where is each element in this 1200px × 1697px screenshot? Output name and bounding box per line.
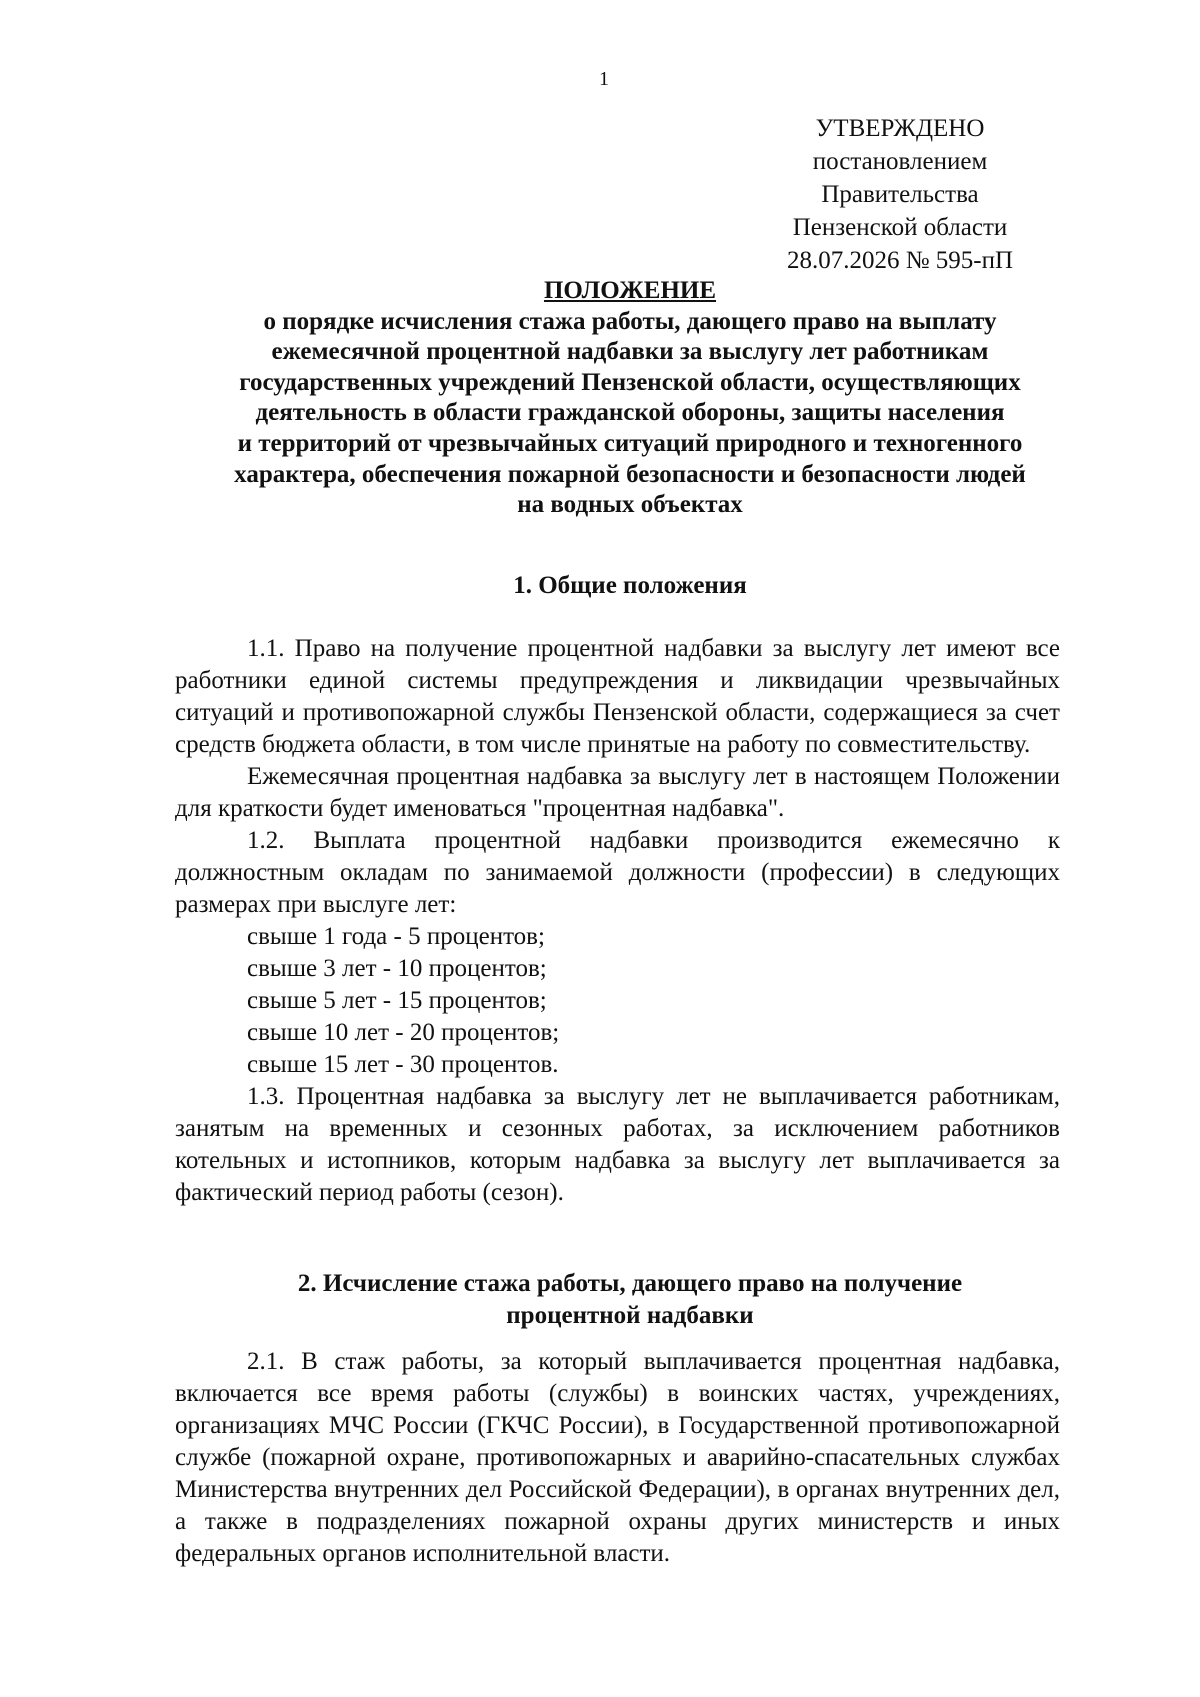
paragraph-1-2: 1.2. Выплата процентной надбавки производится ежемесячно к должностным окладам по занимаемой должности (профессии) в следующих размерах при выслуге лет: xyxy=(175,827,1060,918)
page-number: 1 xyxy=(599,68,609,90)
rate-item: свыше 10 лет - 20 процентов; xyxy=(247,1019,560,1046)
section-1-body xyxy=(175,633,1060,1209)
section-2-heading-line: процентной надбавки xyxy=(506,1302,754,1329)
approval-resolution: постановлением Правительства xyxy=(812,148,988,208)
title-line: о порядке исчисления стажа работы, дающего право на выплату xyxy=(263,307,997,335)
title-line: ежемесячной процентной надбавки за выслугу лет работникам xyxy=(271,338,989,366)
paragraph-1-1-note: Ежемесячная процентная надбавка за выслугу лет в настоящем Положении для краткости будет именоваться "процентная надбавка". xyxy=(175,763,1060,822)
rate-item: свыше 15 лет - 30 процентов. xyxy=(247,1051,559,1078)
title-line: государственных учреждений Пензенской области, осуществляющих xyxy=(239,368,1021,396)
rate-item: свыше 1 года - 5 процентов; xyxy=(247,923,545,950)
approval-status: УТВЕРЖДЕНО xyxy=(815,115,985,142)
paragraph-1-3: 1.3. Процентная надбавка за выслугу лет не выплачивается работникам, занятым на временных и сезонных работах, за исключением работников котельных и истопников, которым надбавка за выслугу лет выплачивается за фактический период работы (сезон). xyxy=(175,1083,1060,1206)
approval-block xyxy=(740,112,1060,277)
title-line: деятельность в области гражданской обороны, защиты населения xyxy=(255,399,1005,427)
paragraph-2-1: 2.1. В стаж работы, за который выплачивается процентная надбавка, включается все время работы (службы) в воинских частях, учреждениях, организациях МЧС России (ГКЧС России), в Государственной противопожарной службе (пожарной охране, противопожарных и аварийно-спасательных службах Министерства внутренних дел Российской Федерации), в органах внутренних дел, а также в подразделениях пожарной охраны других министерств и иных федеральных органов исполнительной власти. xyxy=(175,1348,1060,1567)
document-title xyxy=(150,276,1110,521)
rate-item: свыше 5 лет - 15 процентов; xyxy=(247,987,547,1014)
title-line: характера, обеспечения пожарной безопасности и безопасности людей xyxy=(234,460,1026,488)
paragraph-1-1: 1.1. Право на получение процентной надбавки за выслугу лет имеют все работники единой системы предупреждения и ликвидации чрезвычайных ситуаций и противопожарной службы Пензенской области, содержащиеся за счет средств бюджета области, в том числе принятые на работу по совместительству. xyxy=(175,635,1060,758)
approval-region: Пензенской области xyxy=(792,214,1008,241)
section-2-heading-line: 2. Исчисление стажа работы, дающего право на получение xyxy=(297,1270,963,1297)
section-2-body xyxy=(175,1346,1060,1570)
approval-date-number: 28.07.2026 № 595-пП xyxy=(786,247,1014,274)
section-2-heading xyxy=(150,1268,1110,1332)
section-1-heading: 1. Общие положения xyxy=(513,572,747,599)
title-line: на водных объектах xyxy=(517,491,743,519)
rate-item: свыше 3 лет - 10 процентов; xyxy=(247,955,547,982)
title-heading: ПОЛОЖЕНИЕ xyxy=(543,277,717,304)
title-line: и территорий от чрезвычайных ситуаций природного и техногенного xyxy=(237,429,1023,457)
